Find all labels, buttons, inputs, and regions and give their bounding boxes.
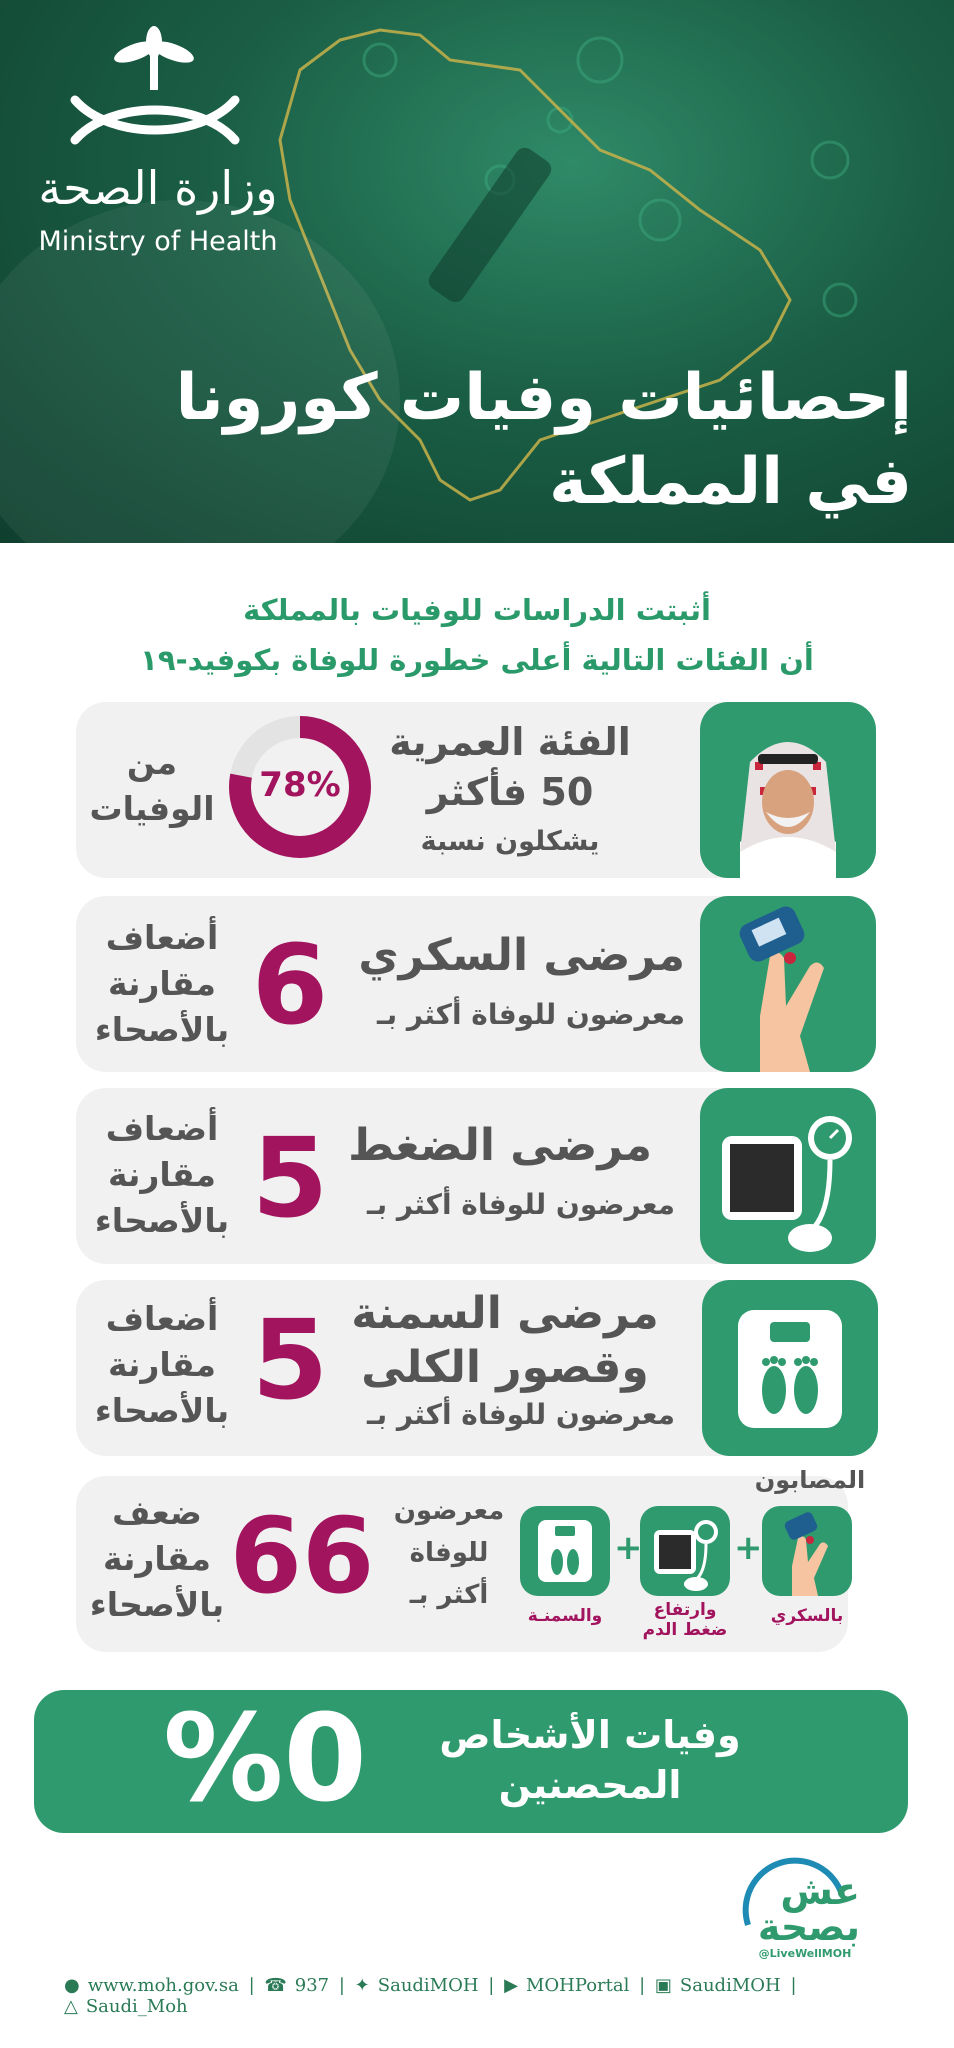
ministry-name-english: Ministry of Health — [38, 226, 278, 257]
obesity-side-line-3: بالأصحاء — [94, 1391, 230, 1430]
ministry-name-arabic: وزارة الصحة — [38, 161, 278, 215]
intro-line-2: أن الفئات التالية أعلى خطورة للوفاة بكوفيد-١٩ — [140, 643, 814, 677]
pressure-side-text — [92, 1106, 232, 1244]
label-pressure — [630, 1600, 740, 1640]
label-obesity: والسمنـة — [527, 1606, 603, 1626]
elderly-man-icon — [700, 702, 876, 878]
combined-mid-line-1: معرضون — [393, 1496, 505, 1526]
combined-side-line-1: ضعف — [112, 1493, 202, 1532]
twitter-icon: ✦ — [354, 1975, 370, 1996]
age-card-title-2: 50 فأكثر — [426, 770, 594, 814]
pressure-side-line-1: أضعاف — [105, 1109, 219, 1148]
header-banner — [0, 0, 954, 543]
combined-side-text — [82, 1490, 232, 1628]
pressure-side-line-3: بالأصحاء — [94, 1201, 230, 1240]
label-pressure-line-2: ضغط الدم — [642, 1620, 728, 1640]
combined-number: 66 — [229, 1495, 375, 1617]
age-card-title-1: الفئة العمرية — [389, 720, 631, 764]
obesity-side-line-1: أضعاف — [105, 1299, 219, 1338]
obesity-subtitle: معرضون للوفاة أكثر بـ — [367, 1398, 675, 1431]
obesity-side-line-2: مقارنة — [108, 1345, 216, 1384]
snapchat-icon: △ — [64, 1996, 78, 2017]
label-diabetes: بالسكري — [770, 1606, 844, 1626]
campaign-handle: @LiveWellMOH — [758, 1947, 852, 1960]
obesity-title-2: وقصور الكلى — [361, 1342, 649, 1393]
mini-scale-icon — [520, 1506, 610, 1596]
diabetes-title: مرضى السكري — [358, 930, 685, 981]
globe-icon: ● — [64, 1975, 80, 1996]
vaccinated-text — [420, 1710, 760, 1810]
intro-line-1: أثبتت الدراسات للوفيات بالمملكة — [243, 593, 711, 627]
palm-icon — [112, 26, 197, 90]
pressure-side-line-2: مقارنة — [108, 1155, 216, 1194]
age-side-line-2: الوفيات — [89, 789, 215, 828]
diabetes-subtitle: معرضون للوفاة أكثر بـ — [377, 998, 685, 1031]
footer-instagram[interactable]: SaudiMOH — [679, 1975, 781, 1996]
plus-sign-2: + — [614, 1528, 643, 1568]
combined-mid-line-2: للوفاة — [409, 1538, 489, 1568]
diabetes-side-line-2: مقارنة — [108, 964, 216, 1003]
vaccinated-value: %0 — [163, 1690, 367, 1829]
live-well-logo — [730, 1855, 870, 1965]
age-side-line-1: من — [126, 743, 178, 782]
combined-heading: المصابون — [754, 1466, 866, 1494]
plus-sign-1: + — [734, 1528, 763, 1568]
age-side-text — [82, 740, 222, 832]
ministry-logo-emblem — [75, 100, 235, 140]
weight-scale-icon — [702, 1280, 878, 1456]
age-card-subtitle: يشكلون نسبة — [420, 826, 600, 857]
vaccinated-line-2: المحصنين — [498, 1763, 682, 1807]
mini-pressure-icon — [640, 1506, 730, 1596]
footer-twitter[interactable]: SaudiMOH — [377, 1975, 479, 1996]
footer-youtube[interactable]: MOHPortal — [525, 1975, 630, 1996]
percent-label: 78% — [259, 765, 341, 805]
combined-mid-line-3: أكثر بـ — [409, 1580, 489, 1610]
footer-snapchat[interactable]: Saudi_Moh — [85, 1996, 188, 2017]
label-pressure-line-1: وارتفاع — [653, 1600, 717, 1620]
obesity-side-text — [92, 1296, 232, 1434]
diabetes-side-line-3: بالأصحاء — [94, 1010, 230, 1049]
footer-contacts: ● www.moh.gov.sa | ☎ 937 | ✦ SaudiMOH | ▶ MOHPortal | ▣ SaudiMOH | △ Saudi_Moh — [64, 1975, 797, 2017]
mini-glucose-icon — [762, 1506, 852, 1596]
obesity-title-1: مرضى السمنة — [351, 1288, 659, 1339]
diabetes-side-line-1: أضعاف — [105, 918, 219, 957]
diabetes-side-text — [92, 915, 232, 1053]
campaign-line-1: عش — [780, 1869, 860, 1913]
combined-mid-text — [384, 1490, 514, 1616]
page-title — [152, 356, 912, 524]
combined-side-line-3: بالأصحاء — [89, 1585, 225, 1624]
campaign-line-2: بصحة — [757, 1905, 860, 1949]
instagram-icon: ▣ — [654, 1975, 672, 1996]
diabetes-number: 6 — [251, 921, 329, 1049]
vaccinated-line-1: وفيات الأشخاص — [439, 1713, 741, 1757]
youtube-icon: ▶ — [504, 1975, 518, 1996]
pressure-title: مرضى الضغط — [348, 1120, 652, 1171]
title-line-1: إحصائيات وفيات كورونا — [175, 361, 912, 435]
title-line-2: في المملكة — [549, 445, 912, 519]
glucose-meter-icon — [700, 896, 876, 1072]
phone-icon: ☎ — [264, 1975, 287, 1996]
blood-pressure-icon — [700, 1088, 876, 1264]
footer-phone[interactable]: 937 — [294, 1975, 330, 1996]
footer-website[interactable]: www.moh.gov.sa — [87, 1975, 239, 1996]
pressure-subtitle: معرضون للوفاة أكثر بـ — [367, 1188, 675, 1221]
obesity-number: 5 — [251, 1296, 329, 1424]
combined-side-line-2: مقارنة — [103, 1539, 211, 1578]
pressure-number: 5 — [251, 1114, 329, 1242]
